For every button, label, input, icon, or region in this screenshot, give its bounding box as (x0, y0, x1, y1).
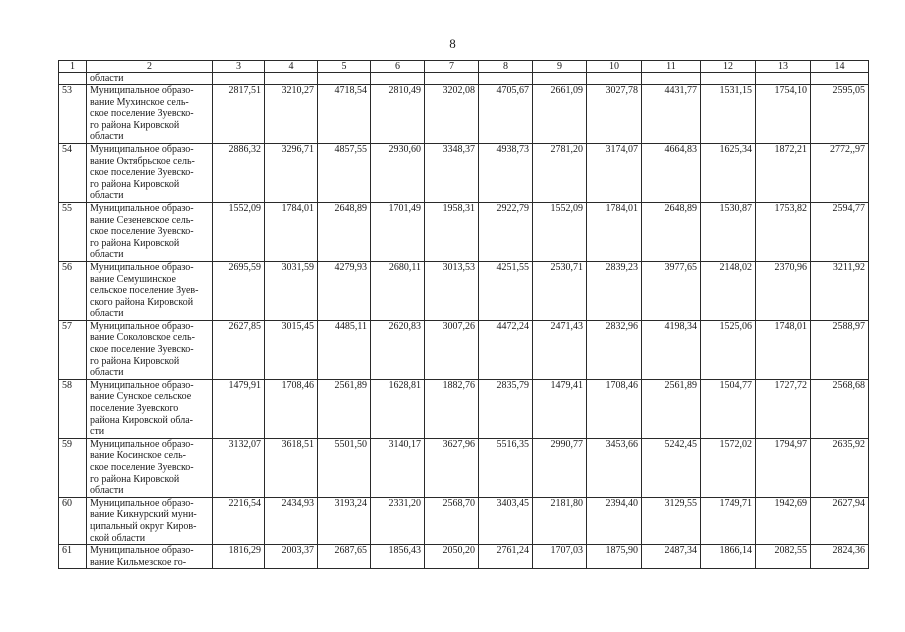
value-cell-col-5: 3193,24 (318, 497, 371, 544)
name-line: го района Кировской (90, 473, 180, 485)
value-cell-col-14: 2627,94 (811, 497, 869, 544)
value-cell-col-4: 3618,51 (265, 438, 318, 497)
value-cell-col-12: 1530,87 (701, 202, 756, 261)
value-cell-col-12: 1866,14 (701, 545, 756, 569)
municipality-name-cell (87, 545, 213, 569)
name-line: Муниципальное образо- (90, 545, 194, 557)
name-line: Муниципальное образо- (90, 320, 194, 332)
value-cell-col-3: 3132,07 (213, 438, 265, 497)
value-cell-col-12: 1572,02 (701, 438, 756, 497)
name-line: Муниципальное образо- (90, 379, 194, 391)
name-line: области (90, 249, 124, 261)
name-line: сельское поселение Зуев- (90, 285, 199, 297)
table-row (59, 261, 869, 320)
name-line: вание Октябрьское сель- (90, 155, 195, 167)
value-cell-col-8: 4705,67 (479, 85, 533, 144)
value-cell-col-3: 2695,59 (213, 261, 265, 320)
name-line: области (90, 131, 124, 143)
value-cell-col-10: 2832,96 (587, 320, 642, 379)
value-cell-col-14: 2594,77 (811, 202, 869, 261)
value-cell-col-6: 1628,81 (371, 379, 425, 438)
value-cell-col-4: 3015,45 (265, 320, 318, 379)
value-cell-col-9: 2990,77 (533, 438, 587, 497)
municipality-name-cell (87, 379, 213, 438)
value-cell-col-4: 2003,37 (265, 545, 318, 569)
value-cell-col-6: 2680,11 (371, 261, 425, 320)
value-cell-col-13: 1872,21 (756, 143, 811, 202)
value-cell-col-9: 1707,03 (533, 545, 587, 569)
value-cell-col-6: 2930,60 (371, 143, 425, 202)
table-row (59, 379, 869, 438)
row-index-cell: 54 (59, 143, 87, 202)
name-line: вание Кильмезское го- (90, 556, 187, 568)
value-cell-col-7: 3202,08 (425, 85, 479, 144)
value-cell-col-14: 2588,97 (811, 320, 869, 379)
column-header-2: 2 (87, 61, 213, 73)
value-cell-col-8: 3403,45 (479, 497, 533, 544)
value-cell-col-8: 2835,79 (479, 379, 533, 438)
value-cell-col-12: 2148,02 (701, 261, 756, 320)
row-index-cell: 53 (59, 85, 87, 144)
value-cell-col-11: 5242,45 (642, 438, 701, 497)
column-header-8: 8 (479, 61, 533, 73)
municipality-name-cell (87, 85, 213, 144)
table-row (59, 545, 869, 569)
value-cell-col-7: 2568,70 (425, 497, 479, 544)
value-cell-col-13: 1727,72 (756, 379, 811, 438)
value-cell-col-3: 2817,51 (213, 85, 265, 144)
name-line: го района Кировской (90, 178, 180, 190)
column-header-9: 9 (533, 61, 587, 73)
value-cell-col-14: 2568,68 (811, 379, 869, 438)
value-cell-col-3: 2216,54 (213, 497, 265, 544)
name-line: Муниципальное образо- (90, 261, 194, 273)
name-line: области (90, 367, 124, 379)
column-header-3: 3 (213, 61, 265, 73)
table-row (59, 143, 869, 202)
value-cell-col-4: 1784,01 (265, 202, 318, 261)
table-row (59, 85, 869, 144)
municipality-name-cell (87, 497, 213, 544)
name-line: ское поселение Зуевско- (90, 462, 194, 473)
name-line: области (90, 485, 124, 497)
value-cell-col-3: 1479,91 (213, 379, 265, 438)
value-cell-col-11: 4431,77 (642, 85, 701, 144)
value-cell-col-9: 2781,20 (533, 143, 587, 202)
value-cell-col-4: 1708,46 (265, 379, 318, 438)
value-cell-col-11: 3129,55 (642, 497, 701, 544)
name-line: вание Кикнурский муни- (90, 509, 197, 521)
name-line: сти (90, 426, 105, 438)
value-cell-col-3: 2886,32 (213, 143, 265, 202)
value-cell-col-4: 3210,27 (265, 85, 318, 144)
column-header-10: 10 (587, 61, 642, 73)
row-index-cell: 56 (59, 261, 87, 320)
value-cell-col-14: 2595,05 (811, 85, 869, 144)
value-cell-col-11: 3977,65 (642, 261, 701, 320)
value-cell-col-6: 1701,49 (371, 202, 425, 261)
table-row (59, 202, 869, 261)
municipality-name-cell (87, 202, 213, 261)
value-cell-col-9: 1552,09 (533, 202, 587, 261)
value-cell-col-11: 4198,34 (642, 320, 701, 379)
value-cell-col-4: 2434,93 (265, 497, 318, 544)
name-line: го района Кировской (90, 119, 180, 131)
value-cell-col-10: 1875,90 (587, 545, 642, 569)
value-cell-col-13: 1748,01 (756, 320, 811, 379)
value-cell-col-10: 2394,40 (587, 497, 642, 544)
value-cell-col-11: 2648,89 (642, 202, 701, 261)
value-cell-col-11: 4664,83 (642, 143, 701, 202)
value-cell-col-11: 2487,34 (642, 545, 701, 569)
value-cell-col-9: 2530,71 (533, 261, 587, 320)
row-index-cell: 59 (59, 438, 87, 497)
value-cell-col-12: 1749,71 (701, 497, 756, 544)
municipality-name-cell (87, 320, 213, 379)
value-cell-col-8: 4938,73 (479, 143, 533, 202)
value-cell-col-4: 3296,71 (265, 143, 318, 202)
value-cell-col-13: 1754,10 (756, 85, 811, 144)
column-header-14: 14 (811, 61, 869, 73)
row-index-cell: 58 (59, 379, 87, 438)
value-cell-col-3: 1816,29 (213, 545, 265, 569)
name-line: ское поселение Зуевско- (90, 108, 194, 120)
continuation-row (59, 73, 869, 85)
name-line: Муниципальное образо- (90, 438, 194, 450)
name-line: района Кировской обла- (90, 414, 194, 426)
value-cell-col-12: 1525,06 (701, 320, 756, 379)
value-cell-col-8: 2922,79 (479, 202, 533, 261)
value-cell-col-5: 4718,54 (318, 85, 371, 144)
column-header-6: 6 (371, 61, 425, 73)
value-cell-col-10: 1784,01 (587, 202, 642, 261)
column-header-13: 13 (756, 61, 811, 73)
value-cell-col-14: 3211,92 (811, 261, 869, 320)
header-row (59, 61, 869, 73)
value-cell-col-6: 2331,20 (371, 497, 425, 544)
value-cell-col-13: 2082,55 (756, 545, 811, 569)
municipality-name-cell (87, 143, 213, 202)
name-line: ское поселение Зуевско- (90, 344, 194, 356)
name-line: области (90, 308, 124, 320)
value-cell-col-5: 4485,11 (318, 320, 371, 379)
value-cell-col-9: 2661,09 (533, 85, 587, 144)
table-row (59, 320, 869, 379)
value-cell-col-13: 2370,96 (756, 261, 811, 320)
value-cell-col-13: 1942,69 (756, 497, 811, 544)
municipality-name-cell (87, 438, 213, 497)
name-line: Муниципальное образо- (90, 202, 194, 214)
table-body (59, 73, 869, 569)
column-header-4: 4 (265, 61, 318, 73)
table-header (59, 61, 869, 73)
value-cell-col-14: 2772,,97 (811, 143, 869, 202)
column-header-7: 7 (425, 61, 479, 73)
value-cell-col-6: 1856,43 (371, 545, 425, 569)
table-row (59, 438, 869, 497)
value-cell-col-14: 2824,36 (811, 545, 869, 569)
value-cell-col-5: 5501,50 (318, 438, 371, 497)
continuation-idx-cell (59, 73, 87, 85)
value-cell-col-12: 1504,77 (701, 379, 756, 438)
value-cell-col-13: 1794,97 (756, 438, 811, 497)
value-cell-col-10: 2839,23 (587, 261, 642, 320)
value-cell-col-8: 5516,35 (479, 438, 533, 497)
name-line: области (90, 73, 124, 84)
value-cell-col-8: 4251,55 (479, 261, 533, 320)
row-index-cell: 60 (59, 497, 87, 544)
name-line: ской области (90, 532, 146, 544)
value-cell-col-9: 2471,43 (533, 320, 587, 379)
row-index-cell: 61 (59, 545, 87, 569)
name-line: ское поселение Зуевско- (90, 226, 194, 238)
column-header-11: 11 (642, 61, 701, 73)
column-header-1: 1 (59, 61, 87, 73)
value-cell-col-12: 1531,15 (701, 85, 756, 144)
row-index-cell: 55 (59, 202, 87, 261)
municipality-name-cell (87, 261, 213, 320)
name-line: вание Семушинское (90, 273, 176, 285)
name-line: области (90, 190, 124, 202)
value-cell-col-5: 2561,89 (318, 379, 371, 438)
table-row (59, 497, 869, 544)
name-line: ского района Кировской (90, 296, 194, 308)
value-cell-col-13: 1753,82 (756, 202, 811, 261)
name-line: вание Мухинское сель- (90, 96, 189, 108)
name-line: Муниципальное образо- (90, 85, 194, 96)
name-line: вание Косинское сель- (90, 450, 186, 462)
value-cell-col-3: 1552,09 (213, 202, 265, 261)
value-cell-col-10: 3453,66 (587, 438, 642, 497)
name-line: ципальный округ Киров- (90, 520, 197, 532)
value-cell-col-7: 3627,96 (425, 438, 479, 497)
name-line: поселение Зуевского (90, 403, 179, 415)
value-cell-col-6: 3140,17 (371, 438, 425, 497)
value-cell-col-7: 3013,53 (425, 261, 479, 320)
value-cell-col-7: 2050,20 (425, 545, 479, 569)
value-cell-col-11: 2561,89 (642, 379, 701, 438)
tariff-table (58, 60, 869, 569)
column-header-12: 12 (701, 61, 756, 73)
value-cell-col-12: 1625,34 (701, 143, 756, 202)
value-cell-col-7: 3348,37 (425, 143, 479, 202)
name-line: го района Кировской (90, 355, 180, 367)
value-cell-col-5: 4857,55 (318, 143, 371, 202)
name-line: Муниципальное образо- (90, 143, 194, 155)
continuation-name-cell (87, 73, 213, 85)
value-cell-col-6: 2810,49 (371, 85, 425, 144)
value-cell-col-10: 1708,46 (587, 379, 642, 438)
value-cell-col-10: 3027,78 (587, 85, 642, 144)
value-cell-col-9: 1479,41 (533, 379, 587, 438)
value-cell-col-7: 3007,26 (425, 320, 479, 379)
value-cell-col-5: 4279,93 (318, 261, 371, 320)
value-cell-col-9: 2181,80 (533, 497, 587, 544)
value-cell-col-3: 2627,85 (213, 320, 265, 379)
name-line: го района Кировской (90, 237, 180, 249)
name-line: ское поселение Зуевско- (90, 167, 194, 179)
value-cell-col-7: 1958,31 (425, 202, 479, 261)
value-cell-col-14: 2635,92 (811, 438, 869, 497)
column-header-5: 5 (318, 61, 371, 73)
page-number: 8 (449, 36, 456, 51)
name-line: вание Сезеневское сель- (90, 214, 194, 226)
value-cell-col-8: 2761,24 (479, 545, 533, 569)
value-cell-col-5: 2687,65 (318, 545, 371, 569)
value-cell-col-7: 1882,76 (425, 379, 479, 438)
name-line: вание Сунское сельское (90, 391, 192, 403)
value-cell-col-6: 2620,83 (371, 320, 425, 379)
value-cell-col-10: 3174,07 (587, 143, 642, 202)
name-line: вание Соколовское сель- (90, 332, 195, 344)
value-cell-col-8: 4472,24 (479, 320, 533, 379)
value-cell-col-5: 2648,89 (318, 202, 371, 261)
value-cell-col-4: 3031,59 (265, 261, 318, 320)
row-index-cell: 57 (59, 320, 87, 379)
name-line: Муниципальное образо- (90, 497, 194, 509)
